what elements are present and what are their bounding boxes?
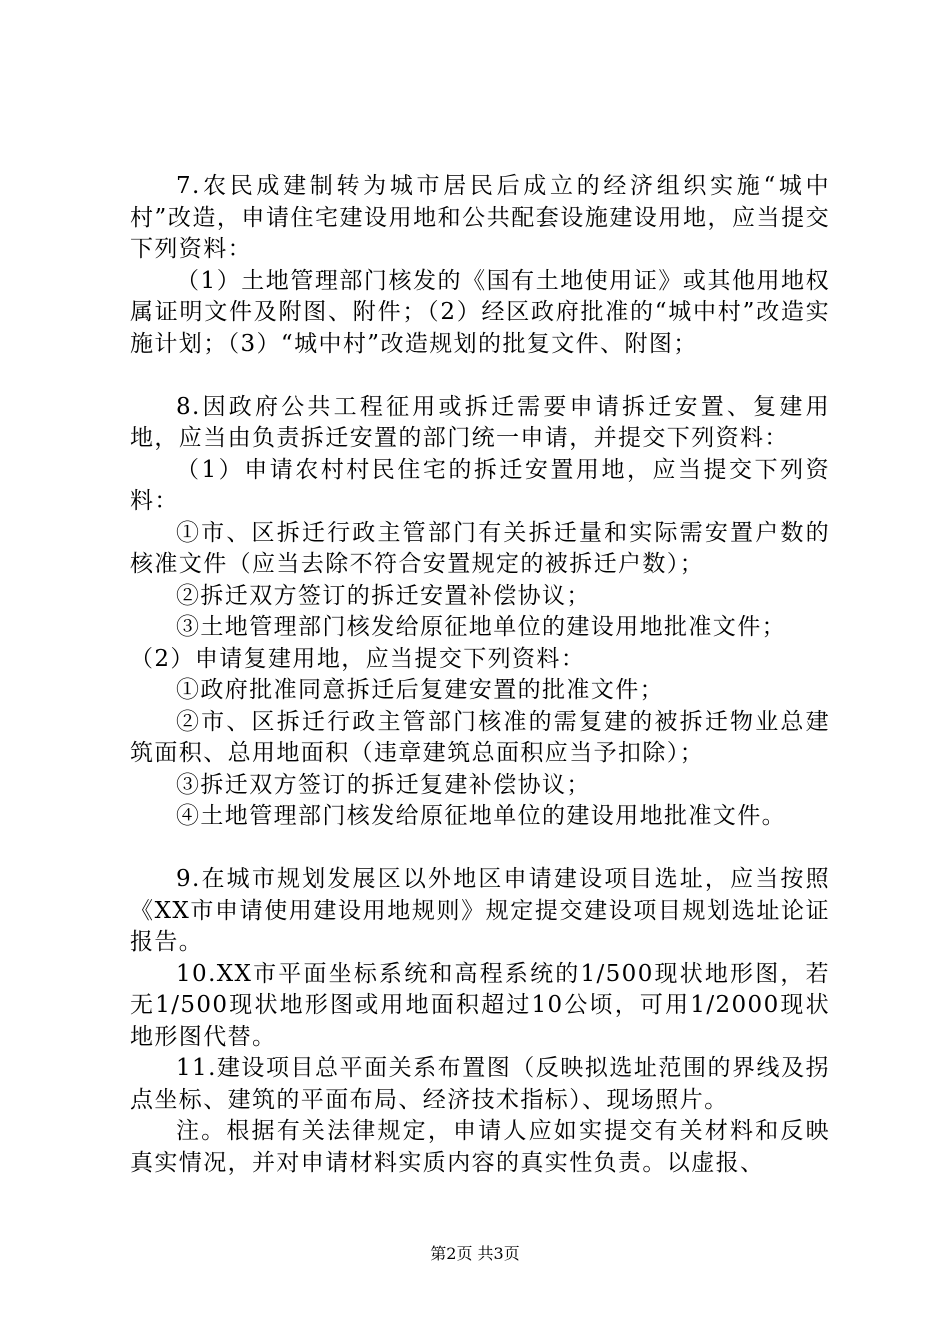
paragraph-8-item-2-c: ③拆迁双方签订的拆迁复建补偿协议；: [176, 771, 591, 798]
paragraph-8-item-1-a: ①市、区拆迁行政主管部门有关拆迁量和实际需安置户数的核准文件（应当去除不符合安置规定的被拆迁户数）；: [130, 519, 830, 577]
paragraph-9: 9.在城市规划发展区以外地区申请建设项目选址，应当按照《XX市申请使用建设用地规则》规定提交建设项目规划选址论证报告。: [130, 866, 830, 955]
page-footer: 第2页 共3页: [430, 1244, 520, 1263]
document-body: [130, 171, 830, 1179]
paragraph-11: 11.建设项目总平面关系布置图（反映拟选址范围的界线及拐点坐标、建筑的平面布局、经济技术指标）、现场照片。: [130, 1055, 830, 1113]
paragraph-8-item-1-c: ③土地管理部门核发给原征地单位的建设用地批准文件；: [176, 614, 786, 640]
paragraph-7: 7.农民成建制转为城市居民后成立的经济组织实施“城中村”改造，申请住宅建设用地和公共配套设施建设用地，应当提交下列资料：: [130, 173, 830, 262]
paragraph-8-item-2: （2）申请复建用地，应当提交下列资料：: [130, 645, 586, 672]
paragraph-8-item-2-d: ④土地管理部门核发给原征地单位的建设用地批准文件。: [176, 803, 786, 829]
paragraph-7-items: （1）土地管理部门核发的《国有土地使用证》或其他用地权属证明文件及附图、附件；（2）经区政府批准的“城中村”改造实施计划；（3）“城中村”改造规划的批复文件、附图；: [130, 267, 830, 357]
paragraph-8-item-1-b: ②拆迁双方签订的拆迁安置补偿协议；: [176, 582, 591, 609]
paragraph-note: 注。根据有关法律规定，申请人应如实提交有关材料和反映真实情况，并对申请材料实质内容的真实性负责。以虚报、: [130, 1118, 830, 1176]
paragraph-10: 10.XX市平面坐标系统和高程系统的1/500现状地形图，若无1/500现状地形图或用地面积超过10公顷，可用1/2000现状地形图代替。: [130, 960, 830, 1050]
paragraph-8-item-1: （1）申请农村村民住宅的拆迁安置用地，应当提交下列资料：: [130, 456, 830, 514]
blank-line: [130, 360, 830, 392]
paragraph-8: 8.因政府公共工程征用或拆迁需要申请拆迁安置、复建用地，应当由负责拆迁安置的部门统一申请，并提交下列资料：: [130, 393, 830, 451]
paragraph-8-item-2-b: ②市、区拆迁行政主管部门核准的需复建的被拆迁物业总建筑面积、总用地面积（违章建筑总面积应当予扣除）；: [130, 708, 830, 766]
paragraph-8-item-2-a: ①政府批准同意拆迁后复建安置的批准文件；: [176, 677, 664, 703]
blank-line: [130, 833, 830, 865]
